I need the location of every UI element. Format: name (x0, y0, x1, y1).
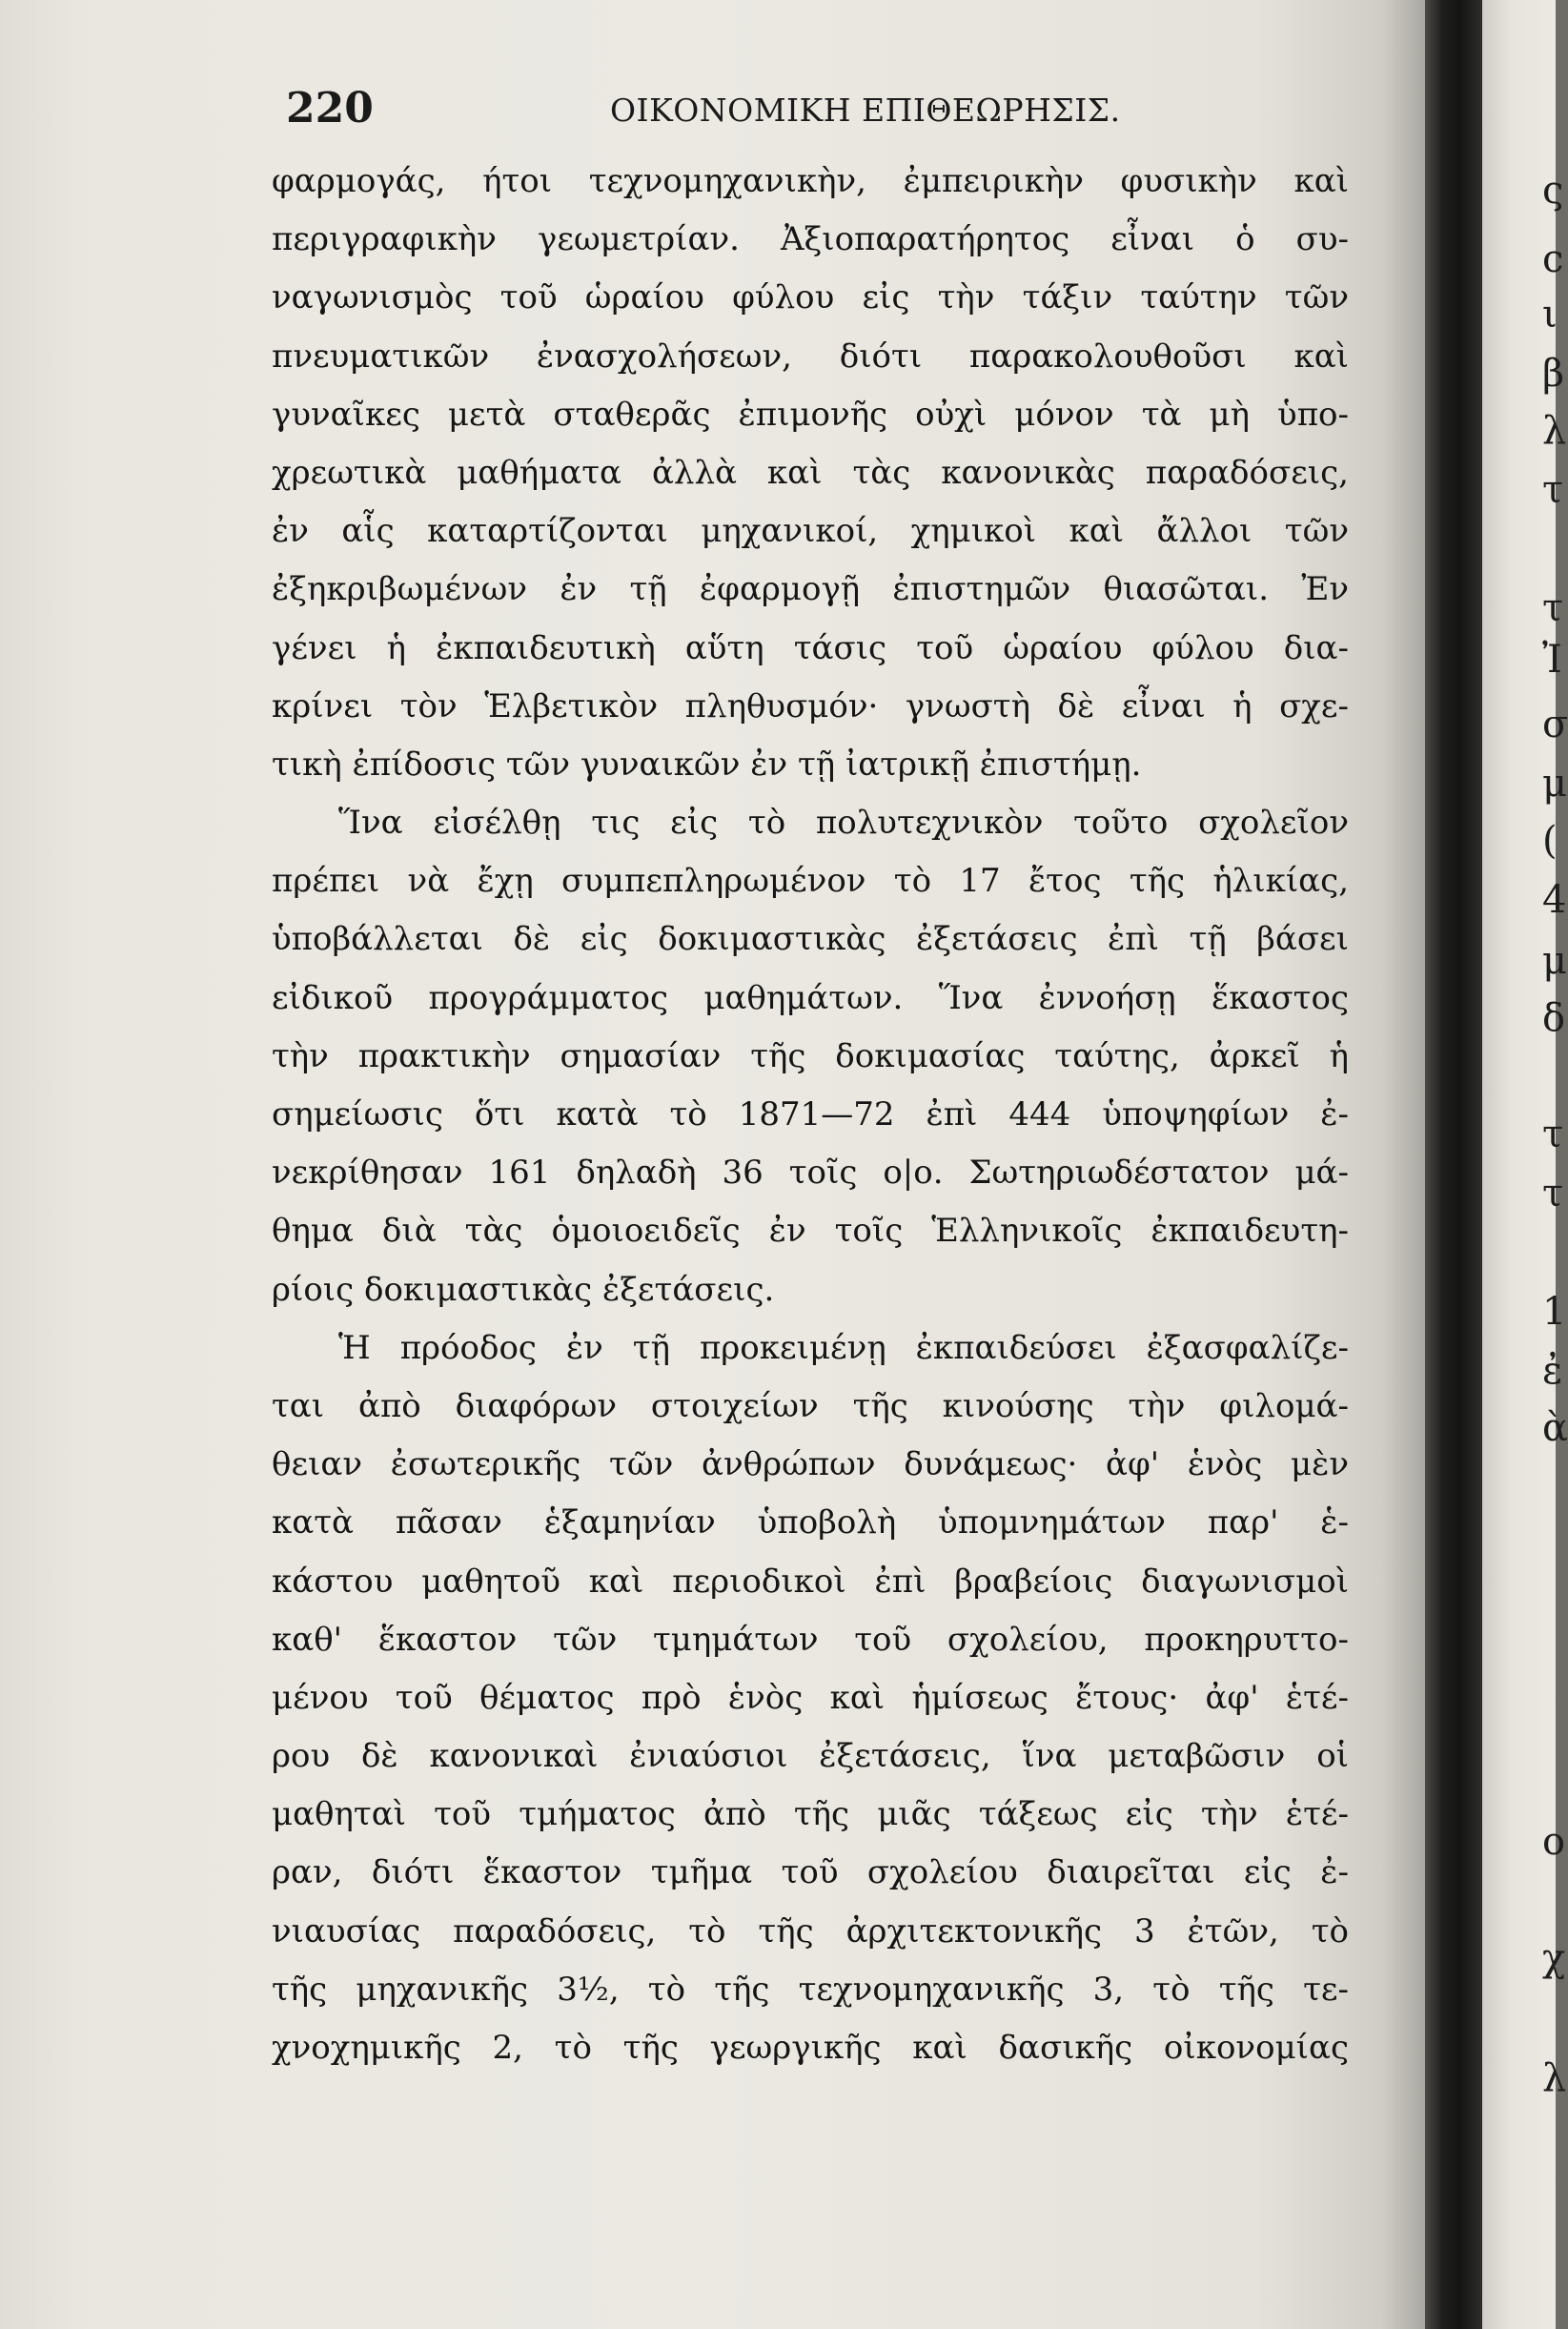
text-line: τῆς μηχανικῆς 3½, τὸ τῆς τεχνομηχανικῆς 3, τὸ τῆς τε- (272, 1970, 1349, 2009)
edge-letter: c (1542, 237, 1564, 281)
text-line: χνοχημικῆς 2, τὸ τῆς γεωργικῆς καὶ δασικῆς οἰκονομίας (272, 2029, 1349, 2067)
edge-letter: 4 (1542, 878, 1567, 922)
text-line: ἐξηκριβωμένων ἐν τῇ ἐφαρμογῇ ἐπιστημῶν θιασῶται. Ἐν (272, 570, 1349, 609)
body-text (272, 153, 1349, 2077)
text-line: χρεωτικὰ μαθήματα ἀλλὰ καὶ τὰς κανονικὰς παραδόσεις, (272, 453, 1349, 492)
text-line: θειαν ἐσωτερικῆς τῶν ἀνθρώπων δυνάμεως· ἀφ' ἑνὸς μὲν (272, 1445, 1349, 1484)
edge-letter: σ (1542, 703, 1568, 746)
edge-letter: ι (1542, 293, 1558, 337)
text-line: πνευματικῶν ἐνασχολήσεων, διότι παρακολουθοῦσι καὶ (272, 337, 1349, 376)
edge-letter: ἐ (1542, 1349, 1563, 1393)
text-line: κρίνει τὸν Ἑλβετικὸν πληθυσμόν· γνωστὴ δὲ εἶναι ἡ σχε- (272, 686, 1349, 725)
edge-letter: ο (1542, 1820, 1566, 1864)
edge-letter: ς (1542, 169, 1564, 213)
text-line: νιαυσίας παραδόσεις, τὸ τῆς ἀρχιτεκτονικῆς 3 ἐτῶν, τὸ (272, 1911, 1349, 1951)
text-line: τικὴ ἐπίδοσις τῶν γυναικῶν ἐν τῇ ἰατρικῇ ἐπιστήμῃ. (272, 745, 1142, 784)
journal-title: ΟΙΚΟΝΟΜΙΚΗ ΕΠΙΘΕΩΡΗΣΙΣ. (610, 92, 1121, 129)
text-line: ραν, διότι ἕκαστον τμῆμα τοῦ σχολείου διαιρεῖται εἰς ἐ- (272, 1853, 1349, 1892)
text-line: τὴν πρακτικὴν σημασίαν τῆς δοκιμασίας ταύτης, ἀρκεῖ ἡ (272, 1036, 1349, 1075)
edge-letter: 1 (1542, 1290, 1567, 1334)
edge-letter: τ (1542, 1172, 1564, 1216)
text-line: μαθηταὶ τοῦ τμήματος ἀπὸ τῆς μιᾶς τάξεως εἰς τὴν ἑτέ- (272, 1795, 1349, 1834)
edge-letter: λ (1542, 2056, 1567, 2100)
text-line: ἐν αἷς καταρτίζονται μηχανικοί, χημικοὶ καὶ ἄλλοι τῶν (272, 512, 1349, 551)
text-line: Ἡ πρόοδος ἐν τῇ προκειμένῃ ἐκπαιδεύσει ἐξασφαλίζε- (338, 1328, 1349, 1367)
text-line: ὑποβάλλεται δὲ εἰς δοκιμαστικὰς ἐξετάσεις ἐπὶ τῇ βάσει (272, 920, 1349, 959)
text-line: νεκρίθησαν 161 δηλαδὴ 36 τοῖς ο|ο. Σωτηριωδέστατον μά- (272, 1154, 1349, 1193)
text-line: πρέπει νὰ ἔχῃ συμπεπληρωμένον τὸ 17 ἔτος τῆς ἡλικίας, (272, 862, 1349, 901)
text-line: ται ἀπὸ διαφόρων στοιχείων τῆς κινούσης τὴν φιλομά- (272, 1386, 1349, 1425)
edge-letter: ( (1542, 819, 1558, 863)
edge-letter: τ (1542, 468, 1564, 512)
edge-letter: Ἰ (1542, 638, 1562, 682)
text-line: κατὰ πᾶσαν ἑξαμηνίαν ὑποβολὴ ὑπομνημάτων παρ' ἑ- (272, 1503, 1349, 1542)
edge-letter: ὰ (1542, 1406, 1568, 1450)
edge-letter: δ (1542, 996, 1566, 1040)
edge-letter: μ (1542, 939, 1567, 983)
page-number: 220 (286, 84, 374, 133)
book-gutter (1425, 0, 1482, 2329)
text-line: ναγωνισμὸς τοῦ ὡραίου φύλου εἰς τὴν τάξιν ταύτην τῶν (272, 278, 1349, 317)
text-line: περιγραφικὴν γεωμετρίαν. Ἀξιοπαρατήρητος εἶναι ὁ συ- (272, 220, 1349, 259)
edge-letter: χ (1542, 1936, 1566, 1980)
text-line: σημείωσις ὅτι κατὰ τὸ 1871—72 ἐπὶ 444 ὑποψηφίων ἐ- (272, 1095, 1349, 1134)
edge-letter: μ (1542, 762, 1567, 806)
edge-letter: λ (1542, 409, 1567, 453)
running-head (286, 84, 1344, 141)
text-line: θημα διὰ τὰς ὁμοιοειδεῖς ἐν τοῖς Ἑλληνικοῖς ἐκπαιδευτη- (272, 1212, 1349, 1251)
text-line: γένει ἡ ἐκπαιδευτικὴ αὕτη τάσις τοῦ ὡραίου φύλου δια- (272, 628, 1349, 667)
text-line: μένου τοῦ θέματος πρὸ ἑνὸς καὶ ἡμίσεως ἔτους· ἀφ' ἑτέ- (272, 1678, 1349, 1717)
text-line: εἰδικοῦ προγράμματος μαθημάτων. Ἵνα ἐννοήσῃ ἕκαστος (272, 978, 1349, 1017)
text-line: ρίοις δοκιμαστικὰς ἐξετάσεις. (272, 1270, 775, 1309)
text-line: γυναῖκες μετὰ σταθερᾶς ἐπιμονῆς οὐχὶ μόνον τὰ μὴ ὑπο- (272, 395, 1349, 434)
text-line: ρου δὲ κανονικαὶ ἐνιαύσιοι ἐξετάσεις, ἵνα μεταβῶσιν οἱ (272, 1737, 1349, 1776)
text-line: φαρμογάς, ήτοι τεχνομηχανικὴν, ἐμπειρικὴν φυσικὴν καὶ (272, 162, 1349, 200)
text-line: κάστου μαθητοῦ καὶ περιοδικοὶ ἐπὶ βραβείοις διαγωνισμοὶ (272, 1562, 1349, 1601)
edge-letter: β (1542, 352, 1565, 396)
edge-letter: τ (1542, 586, 1564, 630)
text-line: Ἵνα εἰσέλθῃ τις εἰς τὸ πολυτεχνικὸν τοῦτο σχολεῖον (338, 804, 1349, 843)
edge-letter: τ (1542, 1113, 1564, 1156)
text-line: καθ' ἕκαστον τῶν τμημάτων τοῦ σχολείου, προκηρυττο- (272, 1620, 1349, 1659)
